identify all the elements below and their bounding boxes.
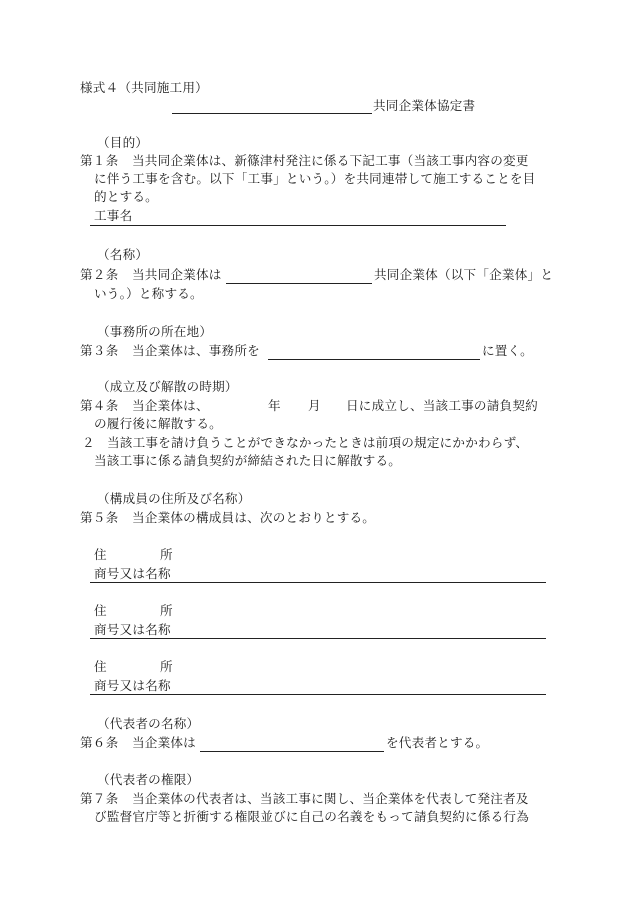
article-4-line1-prefix: 当企業体は、 (132, 398, 209, 413)
article-3-number: 第３条 (80, 343, 119, 358)
article-5-line1: 当企業体の構成員は、次のとおりとする。 (132, 510, 376, 525)
article-5-number: 第５条 (80, 510, 119, 525)
member-name-blank (90, 638, 546, 639)
office-address-blank (268, 359, 480, 360)
article-6-heading: （代表者の名称） (97, 716, 200, 731)
article-4-line2: の履行後に解散する。 (94, 416, 222, 431)
jv-name-blank (226, 283, 372, 284)
member-name-blank (90, 582, 546, 583)
article-7-line1: 当企業体の代表者は、当該工事に関し、当企業体を代表して発注者及 (132, 791, 529, 806)
member-address-label-1: 住 (94, 659, 107, 674)
article-3-line1-suffix: に置く。 (482, 343, 533, 358)
member-address-label-1: 住 (94, 603, 107, 618)
form-label: 様式４（共同施工用） (80, 80, 208, 95)
article-7-line2: び監督官庁等と折衝する権限並びに自己の名義をもって請負契約に係る行為 (94, 809, 529, 824)
article-3-heading: （事務所の所在地） (97, 324, 213, 339)
article-2-heading: （名称） (97, 247, 149, 262)
article-4-number: 第４条 (80, 398, 119, 413)
article-2-line1-suffix: 共同企業体（以下「企業体」と (374, 267, 554, 282)
representative-blank (200, 751, 384, 752)
article-1-heading: （目的） (97, 135, 149, 150)
article-4-paragraph-2-number: ２ (82, 435, 95, 450)
article-2-line1-prefix: 当共同企業体は (132, 267, 222, 282)
member-address-label-2: 所 (160, 659, 173, 674)
article-6-line1-prefix: 当企業体は (132, 735, 196, 750)
article-7-number: 第７条 (80, 791, 119, 806)
article-4-heading: （成立及び解散の時期） (97, 379, 238, 394)
work-name-blank (90, 225, 506, 226)
member-name-label: 商号又は名称 (94, 566, 171, 581)
work-name-label: 工事名 (94, 208, 133, 223)
member-name-blank (90, 694, 546, 695)
article-4-paragraph-2-line1: 当該工事を請け負うことができなかったときは前項の規定にかかわらず、 (107, 435, 529, 450)
article-1-line1: 当共同企業体は、新篠津村発注に係る下記工事（当該工事内容の変更 (132, 153, 529, 168)
article-3-line1-prefix: 当企業体は、事務所を (132, 343, 260, 358)
article-1-line2: に伴う工事を含む。以下「工事」という。）を共同連帯して施工することを目 (94, 171, 536, 186)
member-name-label: 商号又は名称 (94, 678, 171, 693)
member-address-label-2: 所 (160, 547, 173, 562)
article-5-heading: （構成員の住所及び名称） (97, 491, 251, 506)
article-1-number: 第１条 (80, 153, 119, 168)
article-7-heading: （代表者の権限） (97, 772, 200, 787)
jv-name-blank-title (172, 113, 372, 114)
article-2-number: 第２条 (80, 267, 119, 282)
member-address-label-1: 住 (94, 547, 107, 562)
article-4-paragraph-2-line2: 当該工事に係る請負契約が締結された日に解散する。 (94, 453, 402, 468)
article-2-line2: いう。）と称する。 (94, 286, 203, 301)
article-6-number: 第６条 (80, 735, 119, 750)
member-address-label-2: 所 (160, 603, 173, 618)
year-label: 年 (268, 398, 281, 413)
document-title: 共同企業体協定書 (373, 98, 476, 113)
article-1-line3: 的とする。 (94, 189, 158, 204)
month-label: 月 (308, 398, 321, 413)
article-6-line1-suffix: を代表者とする。 (386, 735, 489, 750)
member-name-label: 商号又は名称 (94, 622, 171, 637)
article-4-line1-suffix: 日に成立し、当該工事の請負契約 (346, 398, 538, 413)
